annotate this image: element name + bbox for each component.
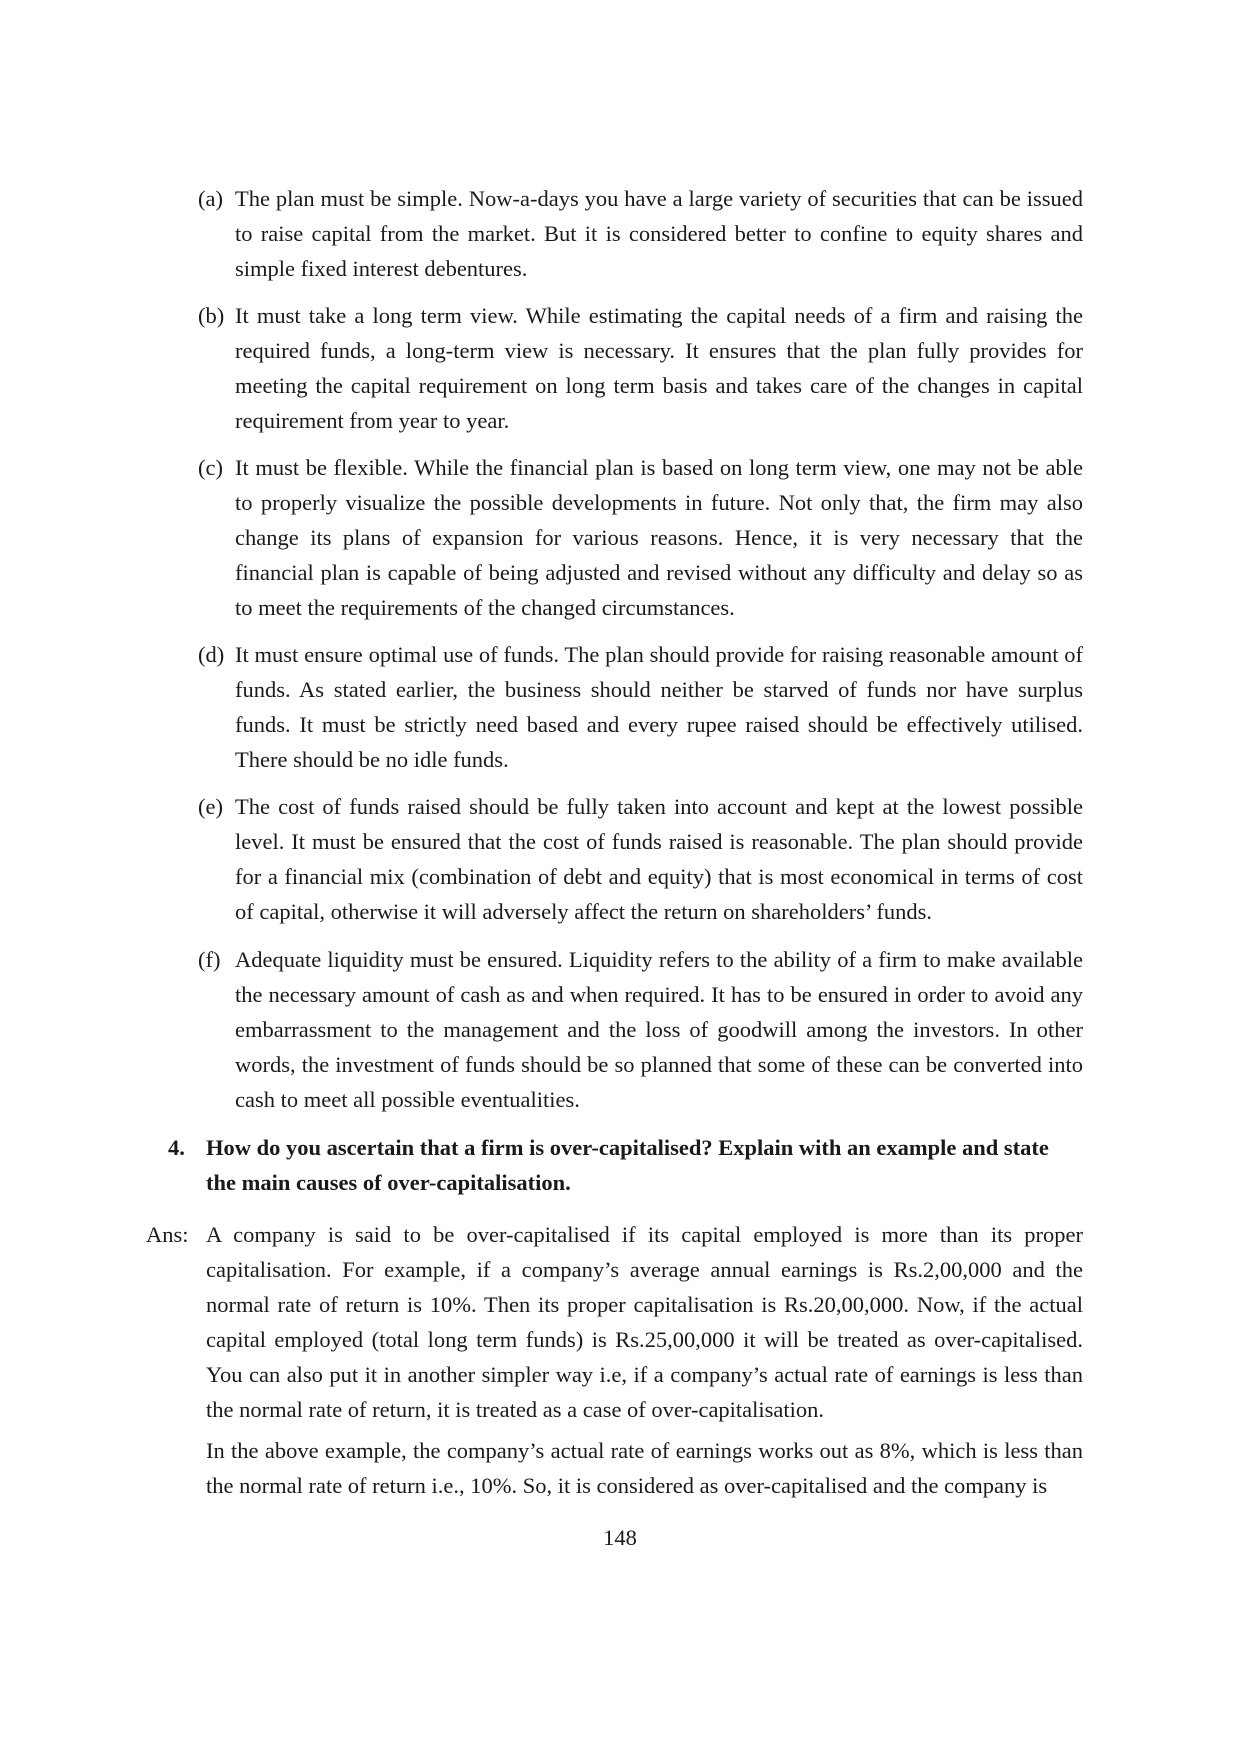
list-item-f xyxy=(198,942,1083,1117)
question-4 xyxy=(168,1130,1083,1200)
answer-paragraph-2: In the above example, the company’s actual rate of earnings works out as 8%, which is less than the normal rate of return i.e., 10%. So, it is considered as over-capitalised and the company is xyxy=(206,1438,1083,1498)
question-text: How do you ascertain that a firm is over-capitalised? Explain with an example and state the main causes of over-capitalisation. xyxy=(206,1135,1049,1195)
list-item-b xyxy=(198,298,1083,438)
list-item-label: (f) xyxy=(198,947,221,972)
list-item-label: (c) xyxy=(198,455,223,480)
list-item-label: (a) xyxy=(198,186,223,211)
list-item-e xyxy=(198,789,1083,929)
list-item-c xyxy=(198,450,1083,625)
answer-label: Ans: xyxy=(146,1222,189,1247)
answer-block xyxy=(146,1217,1083,1427)
list-item-label: (b) xyxy=(198,303,225,328)
page-number: 148 xyxy=(603,1525,637,1550)
answer-paragraph-1: A company is said to be over-capitalised if its capital employed is more than its proper capitalisation. For example, if a company’s average annual earnings is Rs.2,00,000 and the normal rate of return is 10%. Then its proper capitalisation is Rs.20,00,000. Now, if the actual capital employed (total long term funds) is Rs.25,00,000 it will be treated as over-capitalised. You can also put it in another simpler way i.e, if a company’s actual rate of earnings is less than the normal rate of return, it is treated as a case of over-capitalisation. xyxy=(206,1222,1083,1422)
list-item-a xyxy=(198,181,1083,286)
list-item-text: It must ensure optimal use of funds. The plan should provide for raising reasonable amount of funds. As stated earlier, the business should neither be starved of funds nor have surplus funds. It must be strictly need based and every rupee raised should be effectively utilised. There should be no idle funds. xyxy=(235,642,1083,772)
list-item-text: It must be flexible. While the financial plan is based on long term view, one may not be able to properly visualize the possible developments in future. Not only that, the firm may also change its plans of expansion for various reasons. Hence, it is very necessary that the financial plan is capable of being adjusted and revised without any difficulty and delay so as to meet the requirements of the changed circumstances. xyxy=(235,455,1083,620)
list-item-label: (d) xyxy=(198,642,225,667)
list-item-text: The cost of funds raised should be fully taken into account and kept at the lowest possible level. It must be ensured that the cost of funds raised is reasonable. The plan should provide for a financial mix (combination of debt and equity) that is most economical in terms of cost of capital, otherwise it will adversely affect the return on shareholders’ funds. xyxy=(235,794,1083,924)
list-item-text: It must take a long term view. While estimating the capital needs of a firm and raising the required funds, a long-term view is necessary. It ensures that the plan fully provides for meeting the capital requirement on long term basis and takes care of the changes in capital requirement from year to year. xyxy=(235,303,1083,433)
list-item-label: (e) xyxy=(198,794,223,819)
list-item-text: Adequate liquidity must be ensured. Liquidity refers to the ability of a firm to make available the necessary amount of cash as and when required. It has to be ensured in order to avoid any embarrassment to the management and the loss of goodwill among the investors. In other words, the investment of funds should be so planned that some of these can be converted into cash to meet all possible eventualities. xyxy=(235,947,1083,1112)
list-item-d xyxy=(198,637,1083,777)
question-number: 4. xyxy=(168,1135,185,1160)
list-item-text: The plan must be simple. Now-a-days you have a large variety of securities that can be issued to raise capital from the market. But it is considered better to confine to equity shares and simple fixed interest debentures. xyxy=(235,186,1083,281)
